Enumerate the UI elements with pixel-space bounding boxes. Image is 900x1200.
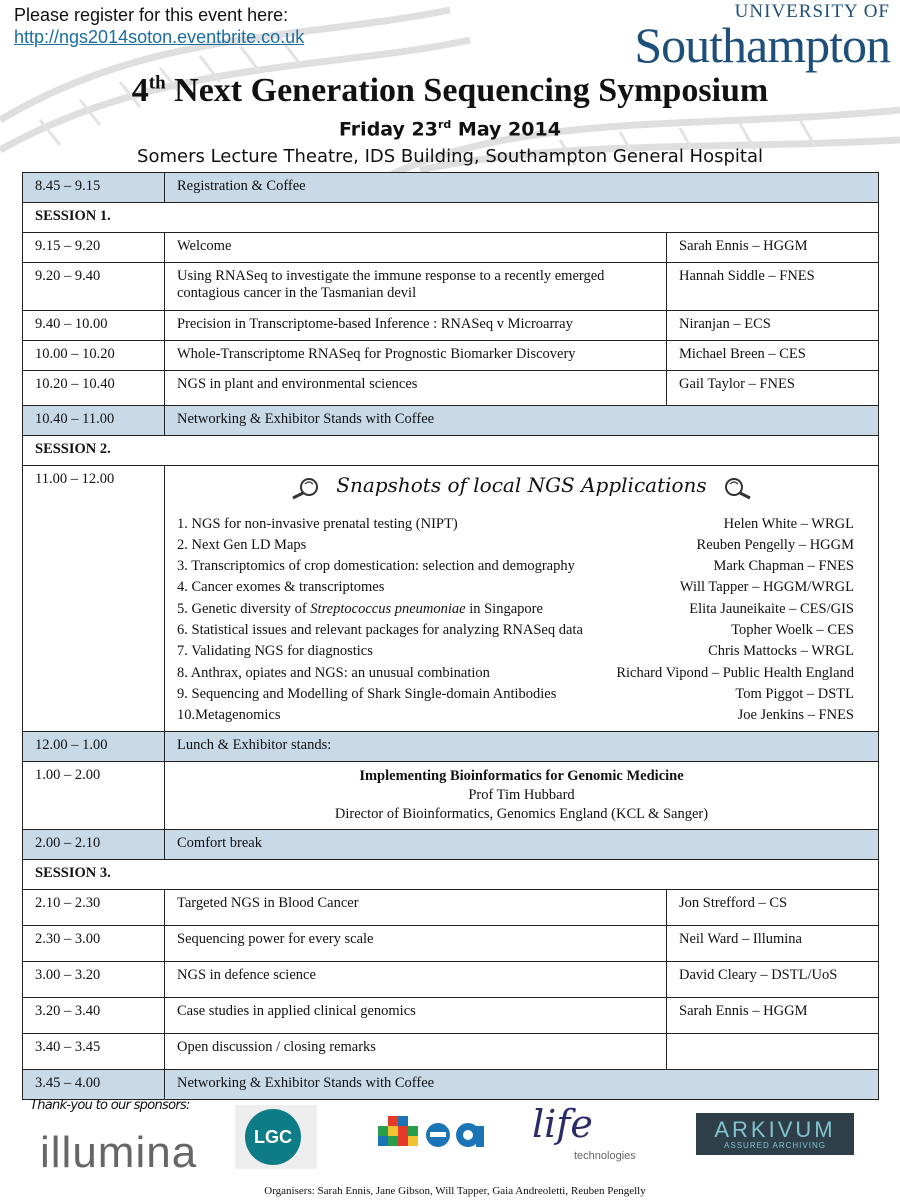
speaker-cell: Gail Taylor – FNES bbox=[667, 371, 879, 406]
page-title bbox=[0, 72, 900, 110]
talk-speaker: Topher Woelk – CES bbox=[731, 621, 854, 638]
table-row bbox=[23, 926, 879, 962]
talk-title: 2. Next Gen LD Maps bbox=[177, 536, 307, 553]
keynote-role: Director of Bioinformatics, Genomics England (KCL & Sanger) bbox=[334, 806, 709, 823]
talk-title-species: Streptococcus pneumoniae bbox=[310, 600, 466, 617]
time-cell: 3.00 – 3.20 bbox=[23, 962, 165, 998]
title-cell: Targeted NGS in Blood Cancer bbox=[165, 890, 667, 926]
session-3-heading: SESSION 3. bbox=[23, 860, 879, 890]
talk-title: 10.Metagenomics bbox=[177, 707, 281, 724]
talk-speaker: Mark Chapman – FNES bbox=[713, 558, 854, 575]
title-cell: Lunch & Exhibitor stands: bbox=[165, 732, 879, 762]
arkivum-logo-sub: ASSURED ARCHIVING bbox=[724, 1141, 826, 1150]
table-row bbox=[23, 406, 879, 436]
time-cell: 9.15 – 9.20 bbox=[23, 233, 165, 263]
keynote-cell bbox=[165, 762, 879, 830]
table-row bbox=[23, 732, 879, 762]
title-cell: Sequencing power for every scale bbox=[165, 926, 667, 962]
time-cell: 2.30 – 3.00 bbox=[23, 926, 165, 962]
talk-title: 9. Sequencing and Modelling of Shark Single-domain Antibodies bbox=[177, 685, 557, 702]
list-item bbox=[177, 620, 854, 641]
time-cell: 3.45 – 4.00 bbox=[23, 1070, 165, 1100]
list-item bbox=[177, 705, 854, 726]
talk-title: 4. Cancer exomes & transcriptomes bbox=[177, 579, 385, 596]
talk-speaker: Tom Piggot – DSTL bbox=[735, 685, 854, 702]
list-item bbox=[177, 641, 854, 662]
time-cell: 11.00 – 12.00 bbox=[23, 466, 165, 732]
title-cell: NGS in plant and environmental sciences bbox=[165, 371, 667, 406]
date-post: May 2014 bbox=[451, 118, 561, 141]
title-cell: NGS in defence science bbox=[165, 962, 667, 998]
time-cell: 2.10 – 2.30 bbox=[23, 890, 165, 926]
talk-title: 1. NGS for non-invasive prenatal testing (NIPT) bbox=[177, 515, 458, 532]
keynote-speaker: Prof Tim Hubbard bbox=[468, 787, 575, 804]
time-cell: 10.40 – 11.00 bbox=[23, 406, 165, 436]
event-date bbox=[0, 118, 900, 140]
time-cell: 8.45 – 9.15 bbox=[23, 173, 165, 203]
table-row bbox=[23, 233, 879, 263]
table-row bbox=[23, 998, 879, 1034]
title-cell: Case studies in applied clinical genomics bbox=[165, 998, 667, 1034]
talk-title: 7. Validating NGS for diagnostics bbox=[177, 643, 373, 660]
speaker-cell: Hannah Siddle – FNES bbox=[667, 263, 879, 311]
list-item bbox=[177, 599, 854, 620]
snapshots-heading bbox=[177, 473, 866, 500]
snapshots-title: Snapshots of local NGS Applications bbox=[336, 473, 707, 497]
lgc-logo-text: LGC bbox=[245, 1109, 301, 1165]
talk-speaker: Richard Vipond – Public Health England bbox=[616, 664, 854, 681]
list-item bbox=[177, 556, 854, 577]
ea-logo bbox=[378, 1112, 488, 1158]
time-cell: 10.00 – 10.20 bbox=[23, 341, 165, 371]
session-row bbox=[23, 436, 879, 466]
speaker-cell: Niranjan – ECS bbox=[667, 311, 879, 341]
time-cell: 9.40 – 10.00 bbox=[23, 311, 165, 341]
time-cell: 2.00 – 2.10 bbox=[23, 830, 165, 860]
arkivum-logo-word: ARKIVUM bbox=[714, 1117, 836, 1142]
arkivum-logo bbox=[696, 1113, 854, 1155]
session-row bbox=[23, 860, 879, 890]
talk-speaker: Elita Jauneikaite – CES/GIS bbox=[689, 600, 854, 617]
title-cell: Networking & Exhibitor Stands with Coffee bbox=[165, 1070, 879, 1100]
time-cell: 10.20 – 10.40 bbox=[23, 371, 165, 406]
sponsors-label: Thank-you to our sponsors: bbox=[30, 1098, 190, 1113]
talk-title: 6. Statistical issues and relevant packages for analyzing RNASeq data bbox=[177, 621, 583, 638]
registration-note bbox=[14, 4, 304, 48]
date-pre: Friday 23 bbox=[339, 118, 438, 141]
title-cell: Precision in Transcriptome-based Inference : RNASeq v Microarray bbox=[165, 311, 667, 341]
life-logo-word: life bbox=[532, 1102, 593, 1146]
title-text: Next Generation Sequencing Symposium bbox=[165, 72, 769, 109]
snapshots-cell bbox=[165, 466, 879, 732]
keynote-title: Implementing Bioinformatics for Genomic Medicine bbox=[359, 768, 684, 785]
table-row bbox=[23, 1070, 879, 1100]
time-cell: 1.00 – 2.00 bbox=[23, 762, 165, 830]
talk-title: 3. Transcriptomics of crop domestication: selection and demography bbox=[177, 558, 575, 575]
talk-speaker: Joe Jenkins – FNES bbox=[737, 707, 854, 724]
talk-title-post: in Singapore bbox=[465, 600, 543, 617]
title-cell: Open discussion / closing remarks bbox=[165, 1034, 667, 1070]
title-cell: Using RNASeq to investigate the immune response to a recently emerged contagious cancer in the Tasmanian devil bbox=[165, 263, 667, 311]
speaker-cell: David Cleary – DSTL/UoS bbox=[667, 962, 879, 998]
list-item bbox=[177, 663, 854, 684]
table-row bbox=[23, 466, 879, 732]
time-cell: 12.00 – 1.00 bbox=[23, 732, 165, 762]
time-cell: 3.40 – 3.45 bbox=[23, 1034, 165, 1070]
list-item bbox=[177, 535, 854, 556]
university-logo bbox=[634, 1, 890, 73]
speaker-cell: Sarah Ennis – HGGM bbox=[667, 998, 879, 1034]
title-cell: Comfort break bbox=[165, 830, 879, 860]
talk-speaker: Reuben Pengelly – HGGM bbox=[696, 536, 854, 553]
snapshots-list bbox=[177, 514, 866, 727]
table-row bbox=[23, 173, 879, 203]
magnifier-logo-icon bbox=[290, 474, 324, 500]
register-link[interactable]: http://ngs2014soton.eventbrite.co.uk bbox=[14, 27, 305, 47]
table-row bbox=[23, 890, 879, 926]
session-1-heading: SESSION 1. bbox=[23, 203, 879, 233]
life-logo-sub: technologies bbox=[574, 1150, 636, 1162]
event-venue: Somers Lecture Theatre, IDS Building, Southampton General Hospital bbox=[137, 146, 763, 167]
session-2-heading: SESSION 2. bbox=[23, 436, 879, 466]
table-row bbox=[23, 830, 879, 860]
lgc-logo bbox=[235, 1105, 317, 1169]
talk-title bbox=[177, 599, 543, 620]
table-row bbox=[23, 371, 879, 406]
table-row bbox=[23, 341, 879, 371]
session-row bbox=[23, 203, 879, 233]
speaker-cell: Sarah Ennis – HGGM bbox=[667, 233, 879, 263]
time-cell: 9.20 – 9.40 bbox=[23, 263, 165, 311]
register-text: Please register for this event here: bbox=[14, 5, 289, 25]
date-ordinal: rd bbox=[437, 118, 452, 131]
illumina-logo: illumina bbox=[40, 1128, 198, 1177]
list-item bbox=[177, 577, 854, 598]
speaker-cell bbox=[667, 1034, 879, 1070]
magnifier-logo-icon bbox=[719, 474, 753, 500]
logo-line2: Southampton bbox=[634, 17, 890, 73]
time-cell: 3.20 – 3.40 bbox=[23, 998, 165, 1034]
organisers-note: Organisers: Sarah Ennis, Jane Gibson, Will Tapper, Gaia Andreoletti, Reuben Pengelly bbox=[264, 1185, 646, 1197]
title-number: 4 bbox=[131, 72, 149, 109]
speaker-cell: Jon Strefford – CS bbox=[667, 890, 879, 926]
table-row bbox=[23, 962, 879, 998]
logo-line1: UNIVERSITY OF bbox=[734, 1, 890, 22]
table-row bbox=[23, 762, 879, 830]
talk-speaker: Will Tapper – HGGM/WRGL bbox=[679, 579, 854, 596]
title-cell: Networking & Exhibitor Stands with Coffee bbox=[165, 406, 879, 436]
list-item bbox=[177, 684, 854, 705]
talk-speaker: Helen White – WRGL bbox=[723, 515, 854, 532]
table-row bbox=[23, 263, 879, 311]
speaker-cell: Michael Breen – CES bbox=[667, 341, 879, 371]
life-technologies-logo bbox=[532, 1102, 662, 1168]
title-cell: Registration & Coffee bbox=[165, 173, 879, 203]
talk-title-pre: 5. Genetic diversity of bbox=[177, 600, 311, 617]
title-cell: Welcome bbox=[165, 233, 667, 263]
list-item bbox=[177, 514, 854, 535]
table-row bbox=[23, 1034, 879, 1070]
talk-speaker: Chris Mattocks – WRGL bbox=[708, 643, 854, 660]
speaker-cell: Neil Ward – Illumina bbox=[667, 926, 879, 962]
title-cell: Whole-Transcriptome RNASeq for Prognostic Biomarker Discovery bbox=[165, 341, 667, 371]
table-row bbox=[23, 311, 879, 341]
schedule-table bbox=[22, 172, 879, 1100]
title-ordinal: th bbox=[148, 72, 166, 94]
talk-title: 8. Anthrax, opiates and NGS: an unusual combination bbox=[177, 664, 490, 681]
